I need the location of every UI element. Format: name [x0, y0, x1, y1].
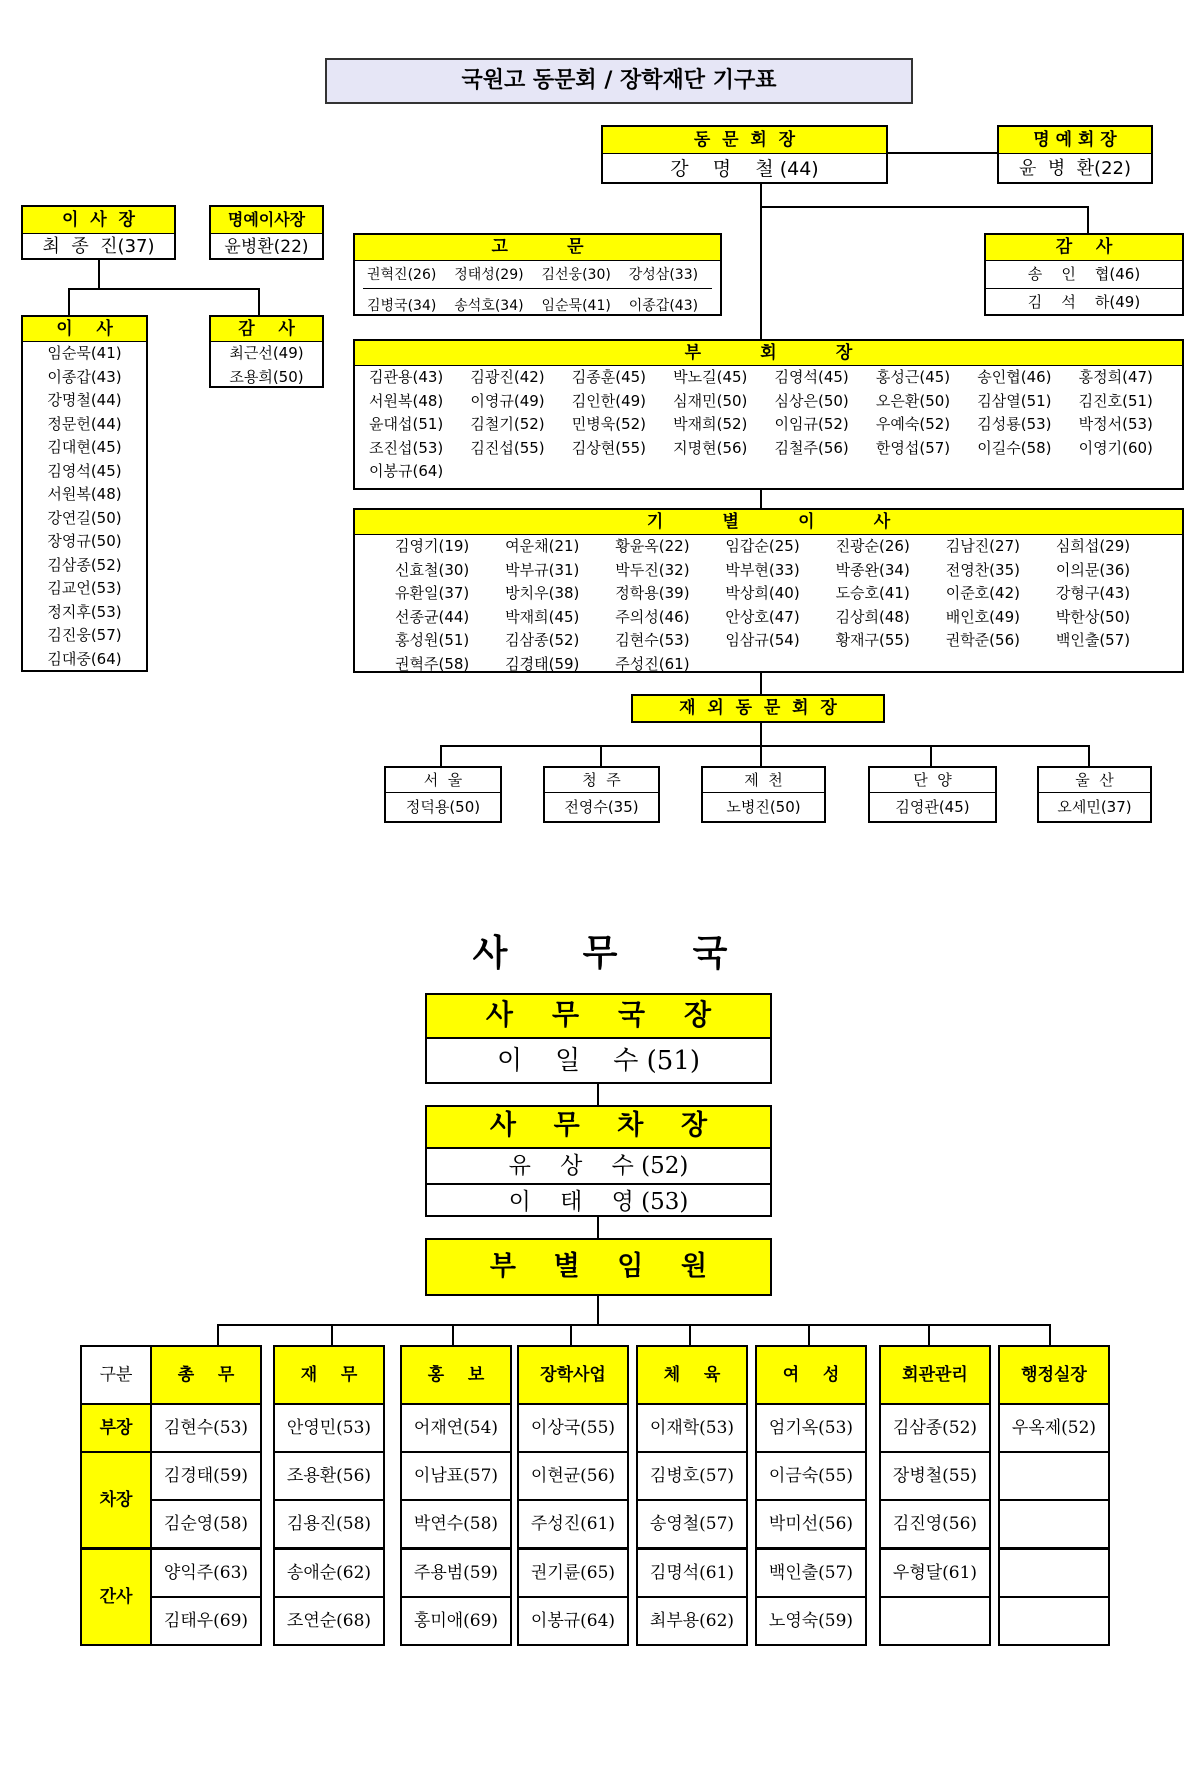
connector — [930, 745, 932, 767]
dept-member-cell: 김삼종(52) — [879, 1403, 991, 1453]
vice-president-name: 심상은(50) — [774, 391, 849, 410]
class-directors-box — [353, 508, 1184, 673]
class-director-name: 황윤옥(22) — [615, 537, 690, 555]
vice-president-name: 김성룡(53) — [977, 415, 1052, 433]
dept-role-label: 차장 — [80, 1451, 152, 1549]
class-director-name: 권학준(56) — [945, 631, 1020, 649]
dept-member-cell: 송애순(62) — [273, 1548, 385, 1598]
dept-member-cell: 이봉규(64) — [517, 1596, 629, 1646]
dept-member-cell: 권기륜(65) — [517, 1548, 629, 1598]
director-name: 김삼종(52) — [47, 555, 122, 574]
connector — [760, 206, 1088, 208]
vice-president-name: 심재민(50) — [673, 391, 748, 410]
connector — [217, 1324, 1051, 1326]
dept-member-cell — [998, 1596, 1110, 1646]
director-name: 강명철(44) — [47, 391, 122, 409]
connector — [600, 745, 602, 767]
class-director-name: 김남진(27) — [945, 537, 1020, 555]
dept-column-header: 행정실장 — [998, 1345, 1110, 1405]
dept-member-cell: 김순영(58) — [150, 1499, 262, 1549]
vice-president-name: 이길수(58) — [977, 438, 1052, 457]
connector — [928, 1324, 930, 1346]
class-director-name: 이의문(36) — [1055, 560, 1131, 579]
dept-member-cell: 조연순(68) — [273, 1596, 385, 1646]
class-director-name: 이준호(42) — [945, 584, 1020, 602]
vice-president-name: 김삼열(51) — [977, 391, 1052, 410]
dept-officers-title: 부 별 임 원 — [425, 1238, 772, 1296]
class-director-name: 도승호(41) — [835, 584, 910, 602]
class-director-name: 여운채(21) — [505, 537, 580, 555]
class-director-name: 주의성(46) — [615, 607, 690, 626]
auditors-main-title: 감 사 — [986, 235, 1182, 261]
overseas-branch — [543, 766, 660, 823]
dept-member-cell: 이상국(55) — [517, 1403, 629, 1453]
connector — [98, 260, 100, 288]
overseas-branch — [384, 766, 502, 823]
vice-president-name: 김광진(42) — [470, 368, 545, 386]
vice-president-name: 조진섭(53) — [369, 438, 444, 457]
honorary-president-title: 명 예 회 장 — [999, 127, 1151, 154]
branch-head: 노병진(50) — [726, 798, 801, 816]
directors-list — [23, 342, 146, 671]
overseas-branch — [701, 766, 826, 823]
dept-member-cell: 양익주(63) — [150, 1548, 262, 1598]
branch-region: 서 울 — [386, 768, 500, 793]
directors-box — [21, 315, 148, 672]
class-director-name: 홍성원(51) — [395, 631, 470, 649]
director-name: 강연길(50) — [47, 508, 122, 527]
chairman-title: 이 사 장 — [23, 207, 174, 234]
secretariat-deputy-name: 이 태 영 (53) — [508, 1189, 689, 1215]
class-director-name: 박상희(40) — [725, 584, 800, 602]
class-director-name: 전영찬(35) — [945, 560, 1020, 579]
director-name: 이종갑(43) — [47, 367, 122, 386]
dept-member-cell: 조용환(56) — [273, 1451, 385, 1501]
dept-column-header: 총 무 — [150, 1345, 262, 1405]
director-name: 김대중(64) — [47, 649, 122, 668]
overseas-title: 재 외 동 문 회 장 — [631, 694, 885, 723]
dept-member-cell: 김진영(56) — [879, 1499, 991, 1549]
connector — [597, 1295, 599, 1325]
dept-member-cell: 박미선(56) — [755, 1499, 867, 1549]
vice-presidents-box — [353, 339, 1184, 490]
connector — [597, 1216, 599, 1238]
vice-president-name: 박노길(45) — [673, 368, 748, 386]
advisor-name: 임순묵(41) — [541, 297, 611, 314]
honorary-chairman-name: 윤병환(22) — [224, 237, 309, 257]
connector — [440, 745, 1090, 747]
vice-president-name: 김철주(56) — [774, 438, 849, 457]
vice-president-name: 홍성근(45) — [875, 368, 951, 386]
vice-president-name: 박재희(52) — [673, 415, 748, 433]
director-name: 서원복(48) — [47, 485, 122, 503]
dept-member-cell — [879, 1596, 991, 1646]
vice-president-name: 김영석(45) — [774, 368, 849, 386]
class-director-name: 유환일(37) — [395, 584, 470, 602]
advisor-name: 송석호(34) — [454, 297, 524, 314]
class-director-name: 황재구(55) — [835, 631, 910, 649]
chairman-name: 최 종 진(37) — [42, 236, 155, 257]
dept-member-cell: 김경태(59) — [150, 1451, 262, 1501]
vice-presidents-grid — [355, 366, 1182, 484]
director-name: 김대현(45) — [47, 438, 122, 456]
dept-member-cell: 어재연(54) — [400, 1403, 512, 1453]
connector — [217, 1324, 219, 1346]
connector — [760, 673, 762, 695]
class-director-name: 진광순(26) — [835, 537, 910, 555]
class-director-name: 안상호(47) — [725, 607, 800, 626]
dept-member-cell: 백인출(57) — [755, 1548, 867, 1598]
class-directors-grid — [355, 535, 1182, 676]
class-director-name: 백인출(57) — [1055, 631, 1131, 649]
class-director-name: 임갑순(25) — [725, 537, 800, 555]
chairman-box — [21, 205, 176, 260]
dept-member-cell — [998, 1499, 1110, 1549]
secretariat-director-name: 이 일 수 (51) — [496, 1046, 701, 1076]
vice-president-name: 오은환(50) — [875, 391, 951, 410]
honorary-chairman-box — [209, 205, 324, 260]
vice-president-name: 이영기(60) — [1078, 438, 1153, 457]
vice-president-name: 김인한(49) — [571, 391, 647, 410]
vice-president-name: 송인협(46) — [977, 368, 1052, 386]
dept-role-label: 간사 — [80, 1548, 152, 1646]
class-director-name: 배인호(49) — [945, 607, 1020, 626]
class-director-name: 박재희(45) — [505, 607, 580, 626]
vice-president-name: 이영규(49) — [470, 391, 545, 410]
branch-head: 정덕용(50) — [405, 798, 481, 816]
dept-member-cell: 박연수(58) — [400, 1499, 512, 1549]
director-name: 정문헌(44) — [47, 414, 122, 433]
vice-president-name: 이봉규(64) — [369, 462, 444, 480]
connector — [597, 1083, 599, 1107]
vice-president-name: 김진섭(55) — [470, 438, 545, 457]
president-title: 동 문 회 장 — [603, 127, 886, 154]
connector — [452, 1324, 454, 1346]
vice-president-name: 윤대섭(51) — [369, 415, 444, 433]
connector — [1087, 206, 1089, 234]
dept-member-cell: 이현균(56) — [517, 1451, 629, 1501]
dept-member-cell: 송영철(57) — [636, 1499, 748, 1549]
director-name: 김진웅(57) — [47, 626, 122, 644]
branch-head: 김영관(45) — [895, 798, 970, 816]
class-director-name: 방치우(38) — [505, 584, 580, 602]
dept-member-cell: 우옥제(52) — [998, 1403, 1110, 1453]
class-director-name: 박한상(50) — [1055, 607, 1131, 626]
class-director-name: 김삼종(52) — [505, 631, 580, 649]
dept-member-cell: 노영숙(59) — [755, 1596, 867, 1646]
class-director-name: 강형구(43) — [1055, 584, 1131, 602]
connector — [1088, 745, 1090, 767]
dept-member-cell — [998, 1548, 1110, 1598]
dept-column-header: 체 육 — [636, 1345, 748, 1405]
connector — [689, 1324, 691, 1346]
connector — [570, 1324, 572, 1346]
connector — [760, 745, 762, 767]
class-director-name: 임삼규(54) — [725, 631, 800, 649]
class-director-name: 심희섭(29) — [1055, 537, 1131, 555]
class-directors-title: 기 별 이 사 — [355, 510, 1182, 535]
advisors-grid — [355, 261, 720, 318]
class-director-name: 주성진(61) — [615, 654, 690, 673]
branch-head: 전영수(35) — [564, 798, 639, 816]
secretariat-deputy-title: 사 무 차 장 — [427, 1107, 770, 1149]
class-director-name: 김현수(53) — [615, 631, 690, 649]
honorary-president-name: 윤 병 환(22) — [1019, 158, 1131, 179]
secretariat-director-title: 사 무 국 장 — [427, 995, 770, 1039]
auditor-foundation-name: 최근선(49) — [229, 344, 304, 362]
page-title: 국원고 동문회 / 장학재단 기구표 — [325, 58, 913, 104]
connector — [331, 1324, 333, 1346]
connector — [440, 745, 442, 767]
class-director-name: 김영기(19) — [395, 537, 470, 555]
class-director-name: 권혁주(58) — [395, 654, 470, 673]
vice-president-name: 김상현(55) — [571, 438, 647, 457]
class-director-name: 선종균(44) — [395, 607, 470, 626]
president-box — [601, 125, 888, 184]
dept-member-cell: 김태우(69) — [150, 1596, 262, 1646]
dept-member-cell: 이재학(53) — [636, 1403, 748, 1453]
branch-head: 오세민(37) — [1057, 798, 1132, 816]
branch-region: 울 산 — [1039, 768, 1150, 793]
class-director-name: 정학용(39) — [615, 584, 690, 602]
connector — [258, 288, 260, 316]
dept-member-cell: 주용범(59) — [400, 1548, 512, 1598]
dept-member-cell — [998, 1451, 1110, 1501]
director-name: 김영석(45) — [47, 461, 122, 480]
vice-president-name: 김종훈(45) — [571, 368, 647, 386]
president-name: 강 명 철 (44) — [670, 158, 819, 180]
vice-president-name: 한영섭(57) — [875, 438, 951, 457]
director-name: 정지후(53) — [47, 602, 122, 621]
advisor-name: 권혁진(26) — [363, 264, 450, 289]
vice-president-name: 김철기(52) — [470, 415, 545, 433]
connector — [68, 288, 70, 316]
secretariat-deputy-box — [425, 1105, 772, 1217]
class-director-name: 신효철(30) — [395, 560, 470, 579]
dept-member-cell: 안영민(53) — [273, 1403, 385, 1453]
auditor-name: 김 석 하(49) — [1027, 293, 1141, 311]
dept-member-cell: 김현수(53) — [150, 1403, 262, 1453]
connector — [68, 288, 260, 290]
connector — [760, 722, 762, 746]
vice-president-name: 김관용(43) — [369, 368, 444, 386]
branch-region: 제 천 — [703, 768, 824, 793]
advisor-name: 이종갑(43) — [628, 297, 699, 314]
dept-member-cell: 김용진(58) — [273, 1499, 385, 1549]
branch-region: 청 주 — [545, 768, 658, 793]
director-name: 임순묵(41) — [47, 344, 122, 362]
vice-presidents-title: 부 회 장 — [355, 341, 1182, 366]
dept-member-cell: 김병호(57) — [636, 1451, 748, 1501]
dept-column-header: 홍 보 — [400, 1345, 512, 1405]
dept-member-cell: 이남표(57) — [400, 1451, 512, 1501]
advisors-box — [353, 233, 722, 316]
class-director-name: 박종완(34) — [835, 560, 910, 579]
connector — [1049, 1324, 1051, 1346]
connector — [888, 152, 998, 154]
dept-member-cell: 주성진(61) — [517, 1499, 629, 1549]
vice-president-name: 지명현(56) — [673, 438, 748, 457]
dept-column-header: 재 무 — [273, 1345, 385, 1405]
secretariat-title: 사 무 국 — [472, 932, 728, 974]
vice-president-name: 박정서(53) — [1078, 415, 1153, 433]
dept-role-label: 부장 — [80, 1403, 152, 1453]
class-director-name: 박부현(33) — [725, 560, 800, 579]
vice-president-name: 민병욱(52) — [571, 415, 647, 433]
dept-member-cell: 김명석(61) — [636, 1548, 748, 1598]
dept-member-cell: 우형달(61) — [879, 1548, 991, 1598]
class-director-name: 김상희(48) — [835, 607, 910, 626]
dept-column-header: 회관관리 — [879, 1345, 991, 1405]
class-director-name: 김경태(59) — [505, 654, 580, 673]
vice-president-name: 김진호(51) — [1078, 391, 1153, 410]
advisor-name: 김선웅(30) — [538, 264, 625, 289]
dept-corner-label: 구분 — [80, 1345, 152, 1405]
class-director-name: 박두진(32) — [615, 560, 690, 579]
dept-member-cell: 이금숙(55) — [755, 1451, 867, 1501]
advisor-name: 김병국(34) — [367, 297, 437, 314]
vice-president-name: 서원복(48) — [369, 391, 444, 410]
dept-member-cell: 최부용(62) — [636, 1596, 748, 1646]
advisor-name: 강성삼(33) — [625, 264, 712, 289]
dept-column-header: 장학사업 — [517, 1345, 629, 1405]
director-name: 김교언(53) — [47, 579, 122, 597]
secretariat-director-box — [425, 993, 772, 1084]
auditors-main-box — [984, 233, 1184, 316]
vice-president-name: 홍정희(47) — [1078, 368, 1153, 386]
class-director-name: 박부규(31) — [505, 560, 580, 579]
honorary-chairman-title: 명예이사장 — [211, 207, 322, 234]
connector — [808, 1324, 810, 1346]
vice-president-name: 우예숙(52) — [875, 415, 951, 433]
auditor-foundation-name: 조용희(50) — [229, 367, 304, 386]
advisors-title: 고 문 — [355, 235, 720, 261]
vice-president-name: 이임규(52) — [774, 415, 849, 433]
honorary-president-box — [997, 125, 1153, 184]
dept-column-header: 여 성 — [755, 1345, 867, 1405]
branch-region: 단 양 — [870, 768, 995, 793]
connector — [760, 490, 762, 510]
director-name: 장영규(50) — [47, 532, 122, 550]
dept-member-cell: 장병철(55) — [879, 1451, 991, 1501]
dept-member-cell: 홍미애(69) — [400, 1596, 512, 1646]
directors-title: 이 사 — [23, 317, 146, 342]
advisor-name: 정태성(29) — [450, 264, 537, 289]
auditors-foundation-box — [209, 315, 324, 388]
auditors-foundation-title: 감 사 — [211, 317, 322, 342]
dept-member-cell: 엄기옥(53) — [755, 1403, 867, 1453]
secretariat-deputy-name: 유 상 수 (52) — [427, 1149, 770, 1185]
overseas-branch — [1037, 766, 1152, 823]
auditors-foundation-list — [211, 342, 322, 389]
auditor-name: 송 인 협(46) — [986, 261, 1182, 289]
overseas-branch — [868, 766, 997, 823]
